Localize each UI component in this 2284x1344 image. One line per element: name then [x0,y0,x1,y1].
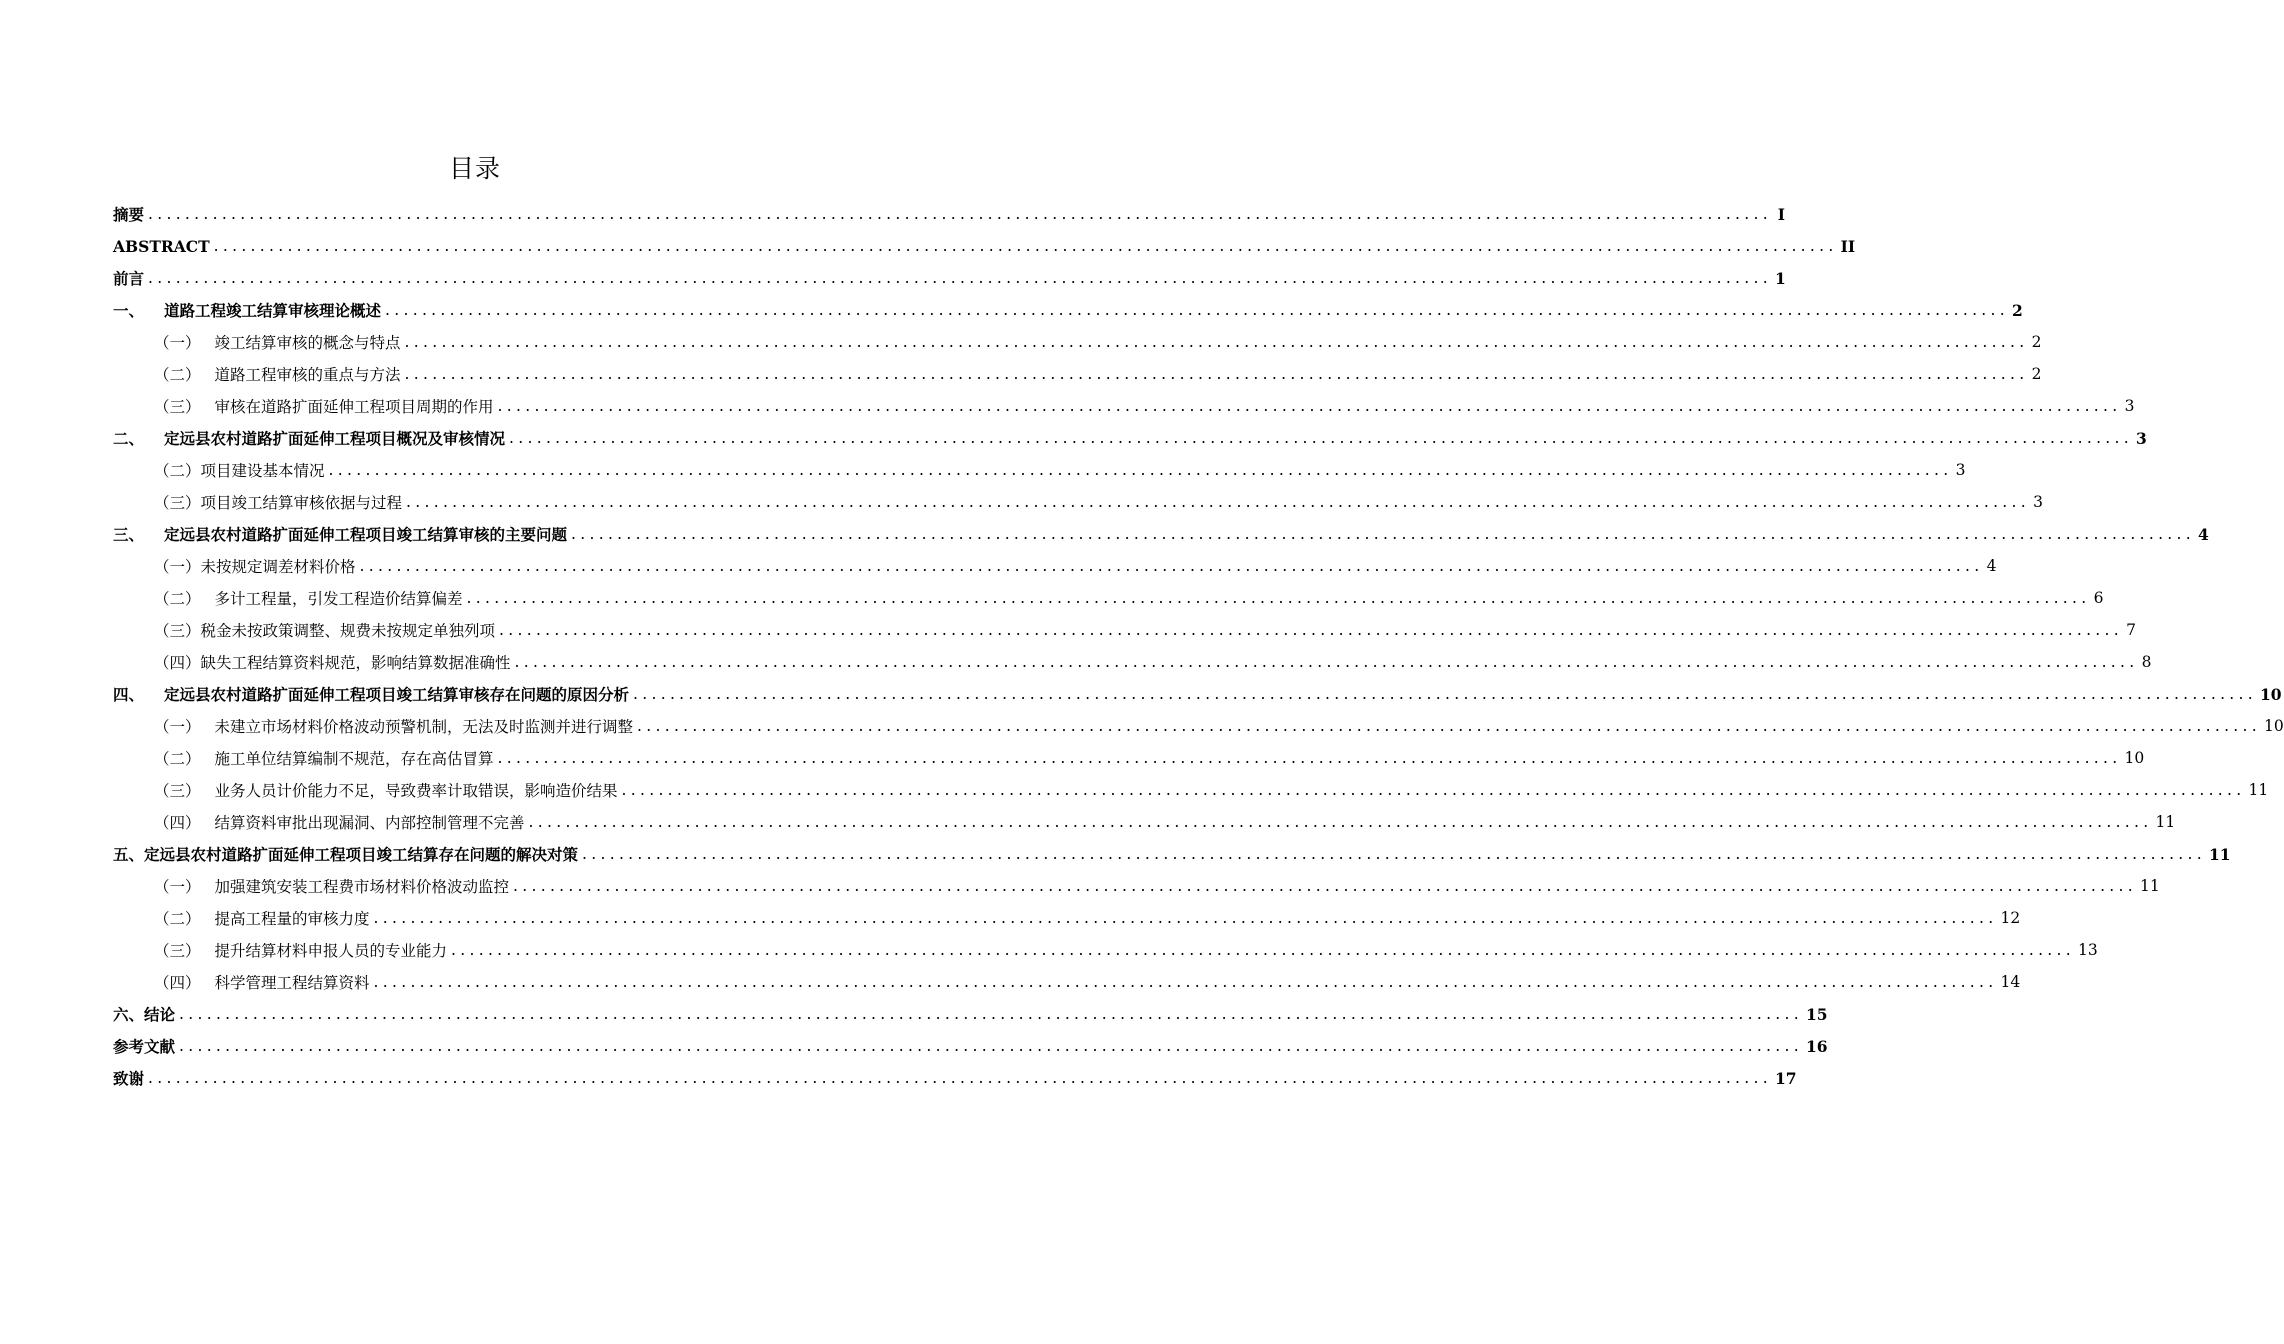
toc-page-number: 8 [2141,653,2152,671]
toc-entry-title [154,875,509,897]
toc-dot-leader: ................................................................................................................................................................................ [497,397,2122,415]
toc-dot-leader: ................................................................................................................................................................................ [404,333,2029,351]
toc-page-number: 4 [1986,557,1997,575]
toc-entry-title [154,651,511,673]
page-title: 目录 [448,154,501,183]
toc-page-number: 11 [2248,781,2269,799]
toc-entry[interactable] [113,454,1966,486]
toc-page-number: 13 [2077,941,2098,959]
toc-entry[interactable] [113,998,1828,1030]
toc-entry-number: （一） [154,334,201,352]
toc-page-number: 2 [2031,333,2042,351]
toc-dot-leader: ................................................................................................................................................................................ [179,1037,1803,1055]
toc-page-number: 10 [2124,749,2145,767]
toc-entry-title [154,811,525,833]
toc-dot-leader: ................................................................................................................................................................................ [451,941,2075,959]
toc-entry-label: 审核在道路扩面延伸工程项目周期的作用 [214,398,494,416]
toc-dot-leader: ................................................................................................................................................................................ [406,493,2030,511]
toc-entry-title [154,363,401,385]
toc-entry-label: 致谢 [113,1069,145,1088]
toc-entry-label: 施工单位结算编制不规范，存在高估冒算 [214,750,494,768]
toc-entry-label: 缺失工程结算资料规范，影响结算数据准确性 [200,654,511,672]
toc-dot-leader: ................................................................................................................................................................................ [373,973,1998,991]
toc-dot-leader: ................................................................................................................................................................................ [148,269,1772,287]
toc-entry-label: 加强建筑安装工程费市场材料价格波动监控 [214,878,510,896]
toc-entry[interactable] [113,646,2152,678]
toc-entry-label: 未按规定调差材料价格 [200,558,356,576]
toc-page-number: 11 [2155,813,2176,831]
toc-entry-number: 三、 [113,525,145,544]
toc-entry-label: ABSTRACT [113,236,210,256]
toc-entry-number: （四） [154,974,201,992]
toc-entry-title [154,395,494,417]
toc-entry[interactable] [113,518,2209,550]
toc-entry-number: （三） [154,494,201,512]
toc-entry-number: （三） [154,942,201,960]
toc-entry-label: 提升结算材料申报人员的专业能力 [214,942,448,960]
toc-dot-leader: ................................................................................................................................................................................ [513,877,2137,895]
toc-page-number: 3 [2033,493,2043,511]
toc-entry[interactable] [113,1030,1828,1062]
toc-page-number: 4 [2197,524,2209,544]
toc-page-number: 3 [1955,461,1966,479]
toc-page-number: 10 [2263,717,2284,735]
toc-page-number: II [1840,236,1856,256]
toc-dot-leader: ................................................................................................................................................................................ [514,653,2139,671]
toc-entry-label: 提高工程量的审核力度 [214,910,370,928]
toc-entry-label: 项目建设基本情况 [200,462,325,480]
toc-entry-title [113,1067,144,1089]
toc-entry-number: 六、 [113,1005,145,1024]
toc-entry-title [113,843,578,865]
toc-entry-title [113,523,567,545]
toc-entry-label: 项目竣工结算审核依据与过程 [200,494,403,512]
toc-entry-number: （四） [154,814,201,832]
toc-entry-title [113,427,505,449]
toc-entry-title [154,971,370,993]
toc-page-number: 12 [2000,909,2021,927]
toc-entry[interactable] [113,486,2043,518]
toc-entry-label: 税金未按政策调整、规费未按规定单独列项 [200,622,496,640]
toc-entry-title [113,299,381,321]
toc-entry[interactable] [113,582,2104,614]
toc-entry-number: 一、 [113,301,145,320]
toc-entry-label: 科学管理工程结算资料 [214,974,370,992]
toc-entry[interactable] [113,550,1997,582]
toc-page-number: 11 [2208,844,2231,864]
toc-entry-label: 结算资料审批出现漏洞、内部控制管理不完善 [214,814,525,832]
toc-entry-label: 参考文献 [113,1037,176,1056]
toc-entry-title [113,237,210,256]
toc-entry-label: 业务人员计价能力不足，导致费率计取错误，影响造价结果 [214,782,618,800]
toc-entry-title [113,1003,175,1025]
toc-entry-number: （一） [154,558,201,576]
toc-entry-number: （一） [154,718,201,736]
toc-entry-title [113,203,144,225]
toc-entry[interactable] [113,774,2269,806]
toc-dot-leader: ................................................................................................................................................................................ [148,205,1772,223]
toc-entry-number: （三） [154,622,201,640]
toc-entry[interactable] [113,230,1856,262]
toc-page-number: 7 [2126,621,2136,639]
toc-page-number: 3 [2124,397,2135,415]
toc-dot-leader: ................................................................................................................................................................................ [148,1069,1772,1087]
toc-dot-leader: ................................................................................................................................................................................ [497,749,2122,767]
table-of-contents [113,198,2284,1094]
toc-dot-leader: ................................................................................................................................................................................ [633,685,2257,703]
toc-entry-label: 摘要 [113,205,145,224]
toc-entry[interactable] [113,806,2176,838]
toc-entry-title [154,907,370,929]
toc-dot-leader: ................................................................................................................................................................................ [179,1005,1803,1023]
toc-dot-leader: ................................................................................................................................................................................ [404,365,2029,383]
toc-entry-title [154,491,402,513]
toc-entry-number: 五、 [113,845,145,864]
toc-dot-leader: ................................................................................................................................................................................ [637,717,2261,735]
toc-dot-leader: ................................................................................................................................................................................ [528,813,2153,831]
toc-dot-leader: ................................................................................................................................................................................ [385,301,2009,319]
toc-page-number: 14 [2000,973,2021,991]
toc-entry-number: （二） [154,462,201,480]
toc-entry[interactable] [113,198,1785,230]
toc-dot-leader: ................................................................................................................................................................................ [373,909,1998,927]
toc-page-number: 2 [2031,365,2042,383]
toc-entry-label: 定远县农村道路扩面延伸工程项目竣工结算存在问题的解决对策 [144,845,579,864]
toc-dot-leader: ................................................................................................................................................................................ [621,781,2246,799]
toc-dot-leader: ................................................................................................................................................................................ [582,845,2206,863]
toc-entry-title [154,715,633,737]
toc-entry[interactable] [113,294,2023,326]
toc-entry-number: （三） [154,398,201,416]
toc-dot-leader: ................................................................................................................................................................................ [359,557,1984,575]
toc-entry-number: 二、 [113,429,145,448]
toc-entry[interactable] [113,390,2135,422]
toc-entry-label: 道路工程竣工结算审核理论概述 [164,301,382,320]
toc-dot-leader: ................................................................................................................................................................................ [466,589,2091,607]
toc-entry-title [113,1035,175,1057]
toc-entry[interactable] [113,710,2284,742]
toc-entry[interactable] [113,614,2136,646]
toc-dot-leader: ................................................................................................................................................................................ [571,525,2195,543]
toc-entry-title [113,267,144,289]
toc-page-number: 10 [2259,684,2282,704]
toc-entry-label: 结论 [144,1005,176,1024]
toc-entry-title [154,779,618,801]
toc-entry-label: 前言 [113,269,145,288]
toc-entry-number: （二） [154,910,201,928]
toc-entry-number: （二） [154,366,201,384]
toc-entry[interactable] [113,966,2021,998]
toc-entry-number: （三） [154,782,201,800]
toc-dot-leader: ................................................................................................................................................................................ [328,461,1953,479]
toc-page-number: I [1777,204,1785,224]
toc-page-number: 15 [1805,1004,1828,1024]
toc-entry[interactable] [113,902,2021,934]
toc-entry-number: （一） [154,878,201,896]
toc-page-number: 6 [2093,589,2104,607]
toc-entry[interactable] [113,262,1786,294]
toc-dot-leader: ................................................................................................................................................................................ [509,429,2133,447]
toc-entry-number: 四、 [113,685,145,704]
toc-entry-label: 定远县农村道路扩面延伸工程项目竣工结算审核的主要问题 [164,525,568,544]
toc-entry-title [154,587,463,609]
toc-entry[interactable] [113,358,2042,390]
toc-page-number: 11 [2139,877,2160,895]
toc-entry-title [154,331,401,353]
toc-entry-label: 定远县农村道路扩面延伸工程项目概况及审核情况 [164,429,506,448]
toc-page-number: 1 [1774,268,1786,288]
toc-page-number: 16 [1805,1036,1828,1056]
toc-entry-number: （二） [154,590,201,608]
toc-entry-label: 未建立市场材料价格波动预警机制，无法及时监测并进行调整 [214,718,634,736]
toc-dot-leader: ................................................................................................................................................................................ [499,621,2123,639]
toc-entry[interactable] [113,326,2042,358]
toc-entry-label: 竣工结算审核的概念与特点 [214,334,401,352]
toc-entry-title [154,555,356,577]
toc-entry[interactable] [113,742,2145,774]
toc-page-number: 17 [1774,1068,1797,1088]
toc-page-number: 3 [2135,428,2147,448]
toc-entry[interactable] [113,1062,1797,1094]
toc-entry-number: （四） [154,654,201,672]
toc-dot-leader: ................................................................................................................................................................................ [213,237,1838,255]
toc-entry[interactable] [113,838,2231,870]
toc-entry-title [154,459,325,481]
toc-entry-title [154,619,495,641]
toc-entry-number: （二） [154,750,201,768]
toc-page-number: 2 [2011,300,2023,320]
toc-entry[interactable] [113,678,2282,710]
toc-entry-label: 多计工程量，引发工程造价结算偏差 [214,590,463,608]
toc-entry-label: 定远县农村道路扩面延伸工程项目竣工结算审核存在问题的原因分析 [164,685,630,704]
toc-entry-title [154,747,494,769]
toc-entry[interactable] [113,422,2147,454]
toc-entry[interactable] [113,934,2098,966]
toc-entry-label: 道路工程审核的重点与方法 [214,366,401,384]
toc-entry-title [154,939,447,961]
toc-entry[interactable] [113,870,2160,902]
toc-entry-title [113,683,629,705]
